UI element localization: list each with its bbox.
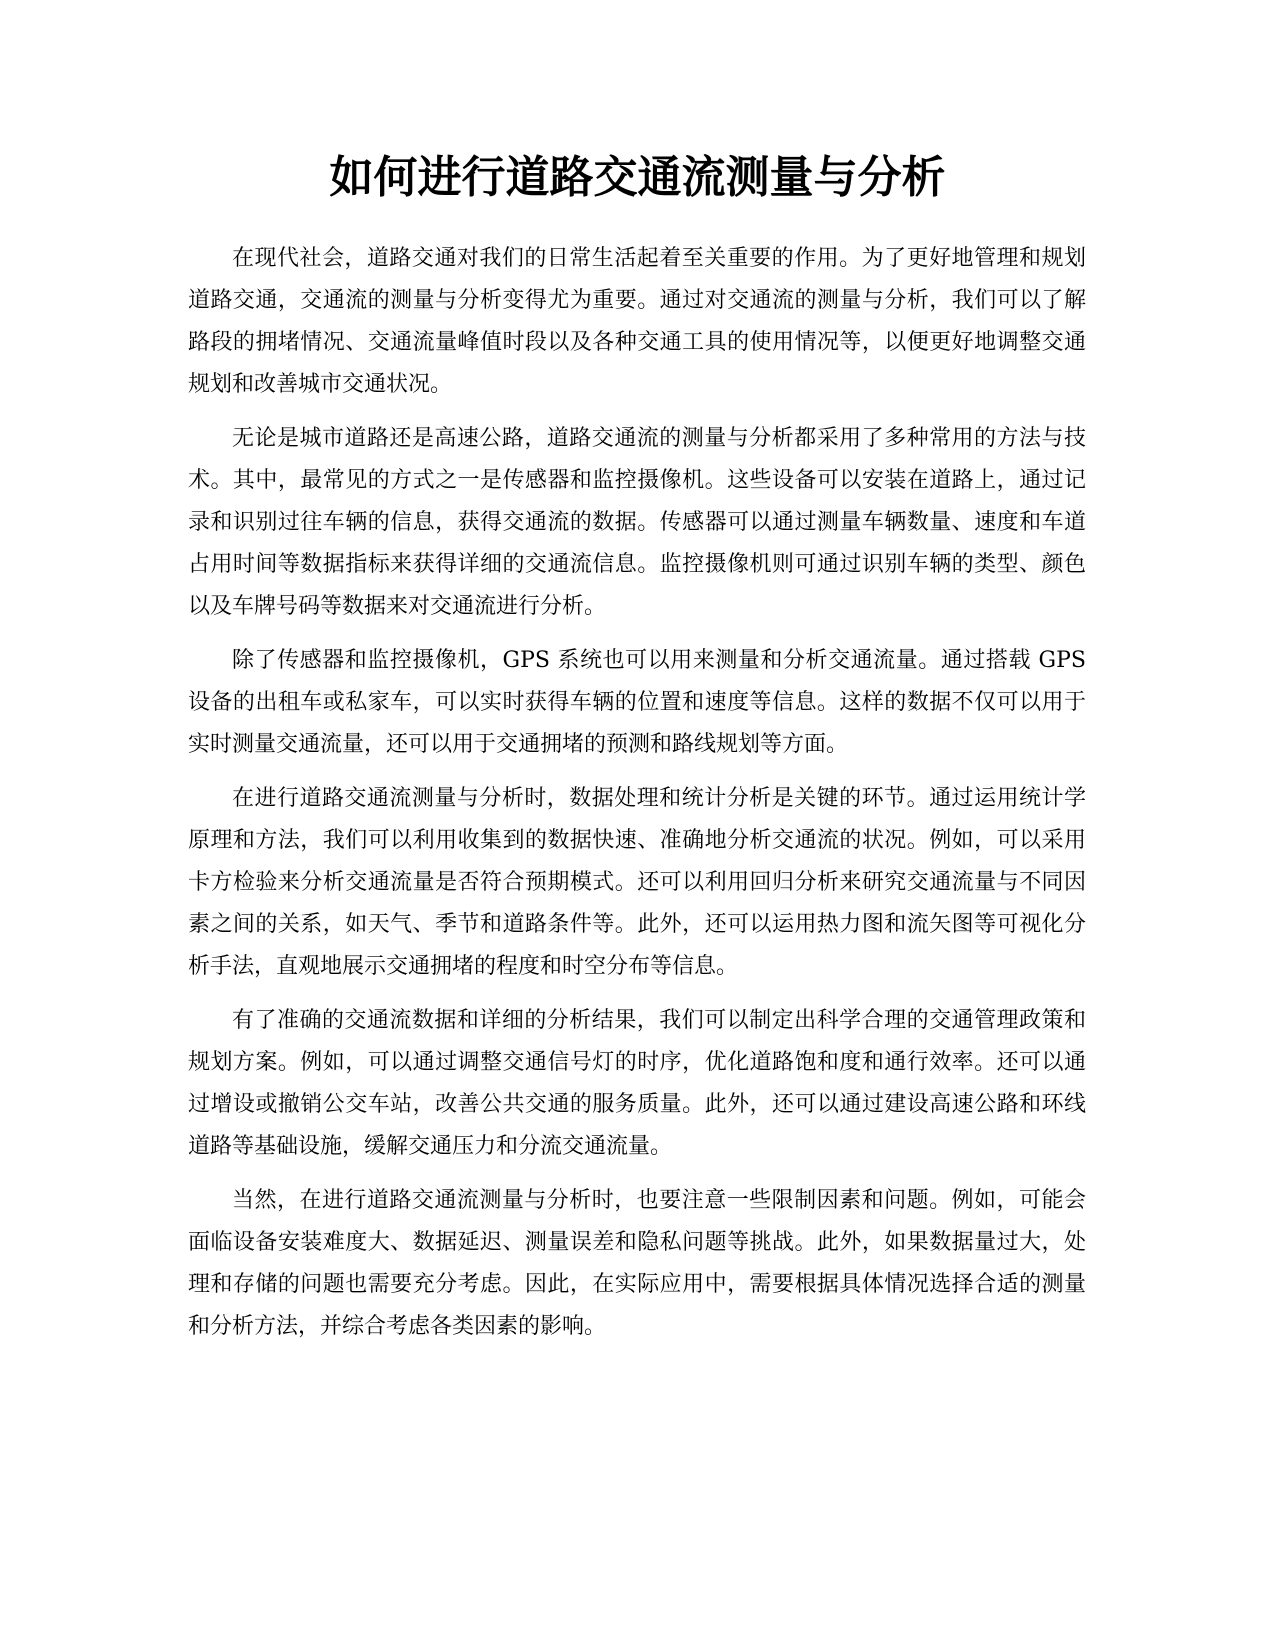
document-body <box>188 238 1086 1360</box>
paragraph-2: 无论是城市道路还是高速公路，道路交通流的测量与分析都采用了多种常用的方法与技术。其中，最常见的方式之一是传感器和监控摄像机。这些设备可以安装在道路上，通过记录和识别过往车辆的信息，获得交通流的数据。传感器可以通过测量车辆数量、速度和车道占用时间等数据指标来获得详细的交通流信息。监控摄像机则可通过识别车辆的类型、颜色以及车牌号码等数据来对交通流进行分析。 <box>188 426 1086 619</box>
paragraph-5: 有了准确的交通流数据和详细的分析结果，我们可以制定出科学合理的交通管理政策和规划方案。例如，可以通过调整交通信号灯的时序，优化道路饱和度和通行效率。还可以通过增设或撤销公交车站，改善公共交通的服务质量。此外，还可以通过建设高速公路和环线道路等基础设施，缓解交通压力和分流交通流量。 <box>188 1008 1086 1159</box>
document-title: 如何进行道路交通流测量与分析 <box>329 152 946 203</box>
paragraph-4: 在进行道路交通流测量与分析时，数据处理和统计分析是关键的环节。通过运用统计学原理和方法，我们可以利用收集到的数据快速、准确地分析交通流的状况。例如，可以采用卡方检验来分析交通流量是否符合预期模式。还可以利用回归分析来研究交通流量与不同因素之间的关系，如天气、季节和道路条件等。此外，还可以运用热力图和流矢图等可视化分析手法，直观地展示交通拥堵的程度和时空分布等信息。 <box>188 786 1086 979</box>
paragraph-1: 在现代社会，道路交通对我们的日常生活起着至关重要的作用。为了更好地管理和规划道路交通，交通流的测量与分析变得尤为重要。通过对交通流的测量与分析，我们可以了解路段的拥堵情况、交通流量峰值时段以及各种交通工具的使用情况等，以便更好地调整交通规划和改善城市交通状况。 <box>188 246 1086 397</box>
paragraph-6: 当然，在进行道路交通流测量与分析时，也要注意一些限制因素和问题。例如，可能会面临设备安装难度大、数据延迟、测量误差和隐私问题等挑战。此外，如果数据量过大，处理和存储的问题也需要充分考虑。因此，在实际应用中，需要根据具体情况选择合适的测量和分析方法，并综合考虑各类因素的影响。 <box>188 1188 1086 1339</box>
paragraph-3: 除了传感器和监控摄像机，GPS 系统也可以用来测量和分析交通流量。通过搭载 GPS 设备的出租车或私家车，可以实时获得车辆的位置和速度等信息。这样的数据不仅可以用于实时测量交通流量，还可以用于交通拥堵的预测和路线规划等方面。 <box>188 648 1086 757</box>
